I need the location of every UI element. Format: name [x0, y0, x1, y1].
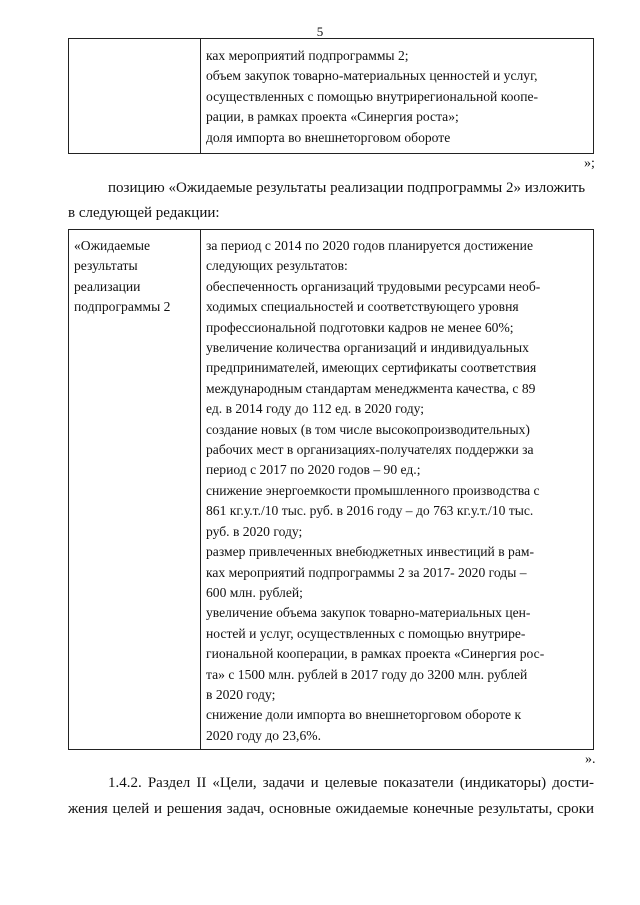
- cell-line: ед. в 2014 году до 112 ед. в 2020 году;: [206, 401, 425, 417]
- cell-line: период с 2017 по 2020 годов – 90 ед.;: [206, 462, 421, 478]
- cell-line: обеспеченность организаций трудовыми ресурсами необ-: [206, 278, 541, 294]
- cell-line: в 2020 году;: [206, 686, 276, 702]
- paragraph-line: в следующей редакции:: [68, 205, 220, 221]
- cell-line: увеличение количества организаций и индивидуальных: [206, 340, 529, 356]
- cell-line: профессиональной подготовки кадров не менее 60%;: [206, 319, 514, 335]
- cell-line: следующих результатов:: [206, 258, 348, 274]
- expected-results-table: [68, 229, 594, 750]
- cell-line: увеличение объема закупок товарно-материальных цен-: [206, 605, 531, 621]
- cell-line: рации, в рамках проекта «Синергия роста»;: [206, 109, 459, 125]
- cell-line: руб. в 2020 году;: [206, 523, 303, 539]
- cell-line: 861 кг.у.т./10 тыс. руб. в 2016 году – до 763 кг.у.т./10 тыс.: [206, 503, 534, 519]
- cell-line: размер привлеченных внебюджетных инвестиций в рам-: [206, 544, 534, 560]
- cell-line: осуществленных с помощью внутрирегиональной коопе-: [206, 88, 539, 104]
- cell-line: предпринимателей, имеющих сертификаты соответствия: [206, 360, 537, 376]
- table-right-cell: [206, 236, 544, 746]
- cell-line: за период с 2014 по 2020 годов планируется достижение: [206, 238, 533, 253]
- cell-line: результаты: [74, 258, 138, 274]
- closing-quote-main: ».: [585, 752, 596, 767]
- continuation-table: [68, 38, 594, 154]
- cell-line: подпрограммы 2: [74, 299, 171, 315]
- cell-line: международным стандартам менеджмента качества, с 89: [206, 380, 536, 396]
- cell-line: гиональной кооперации, в рамках проекта «Синергия рос-: [206, 646, 545, 662]
- paragraph-line: позицию «Ожидаемые результаты реализации подпрограммы 2» изложить: [108, 180, 586, 196]
- cell-line: снижение доли импорта во внешнеторговом обороте к: [206, 707, 522, 723]
- cell-line: ностей и услуг, осуществленных с помощью внутрире-: [206, 625, 526, 641]
- cell-line: ках мероприятий подпрограммы 2;: [206, 48, 409, 63]
- row-header-text: [74, 236, 170, 318]
- table-right-cell: [206, 46, 538, 148]
- cell-line: ках мероприятий подпрограммы 2 за 2017- 2020 годы –: [206, 564, 527, 580]
- closing-quote-top: »;: [584, 156, 595, 171]
- table-left-cell: [69, 39, 201, 153]
- cell-line: реализации: [74, 278, 141, 294]
- cell-line: «Ожидаемые: [74, 238, 151, 253]
- cell-line: объем закупок товарно-материальных ценностей и услуг,: [206, 68, 538, 84]
- paragraph-line: 1.4.2. Раздел II «Цели, задачи и целевые показатели (индикаторы) дости-: [108, 775, 594, 791]
- cell-line: та» с 1500 млн. рублей в 2017 году до 3200 млн. рублей: [206, 666, 528, 682]
- cell-line: снижение энергоемкости промышленного производства с: [206, 482, 540, 498]
- cell-line: создание новых (в том числе высокопроизводительных): [206, 421, 530, 437]
- paragraph-line: жения целей и решения задач, основные ожидаемые конечные результаты, сроки: [68, 801, 594, 817]
- cell-line: рабочих мест в организациях-получателях поддержки за: [206, 442, 534, 458]
- cell-line: ходимых специальностей и соответствующего уровня: [206, 299, 519, 315]
- cell-line: доля импорта во внешнеторговом обороте: [206, 129, 451, 145]
- cell-line: 2020 году до 23,6%.: [206, 727, 321, 743]
- page-number: 5: [316, 24, 324, 39]
- cell-line: 600 млн. рублей;: [206, 584, 303, 600]
